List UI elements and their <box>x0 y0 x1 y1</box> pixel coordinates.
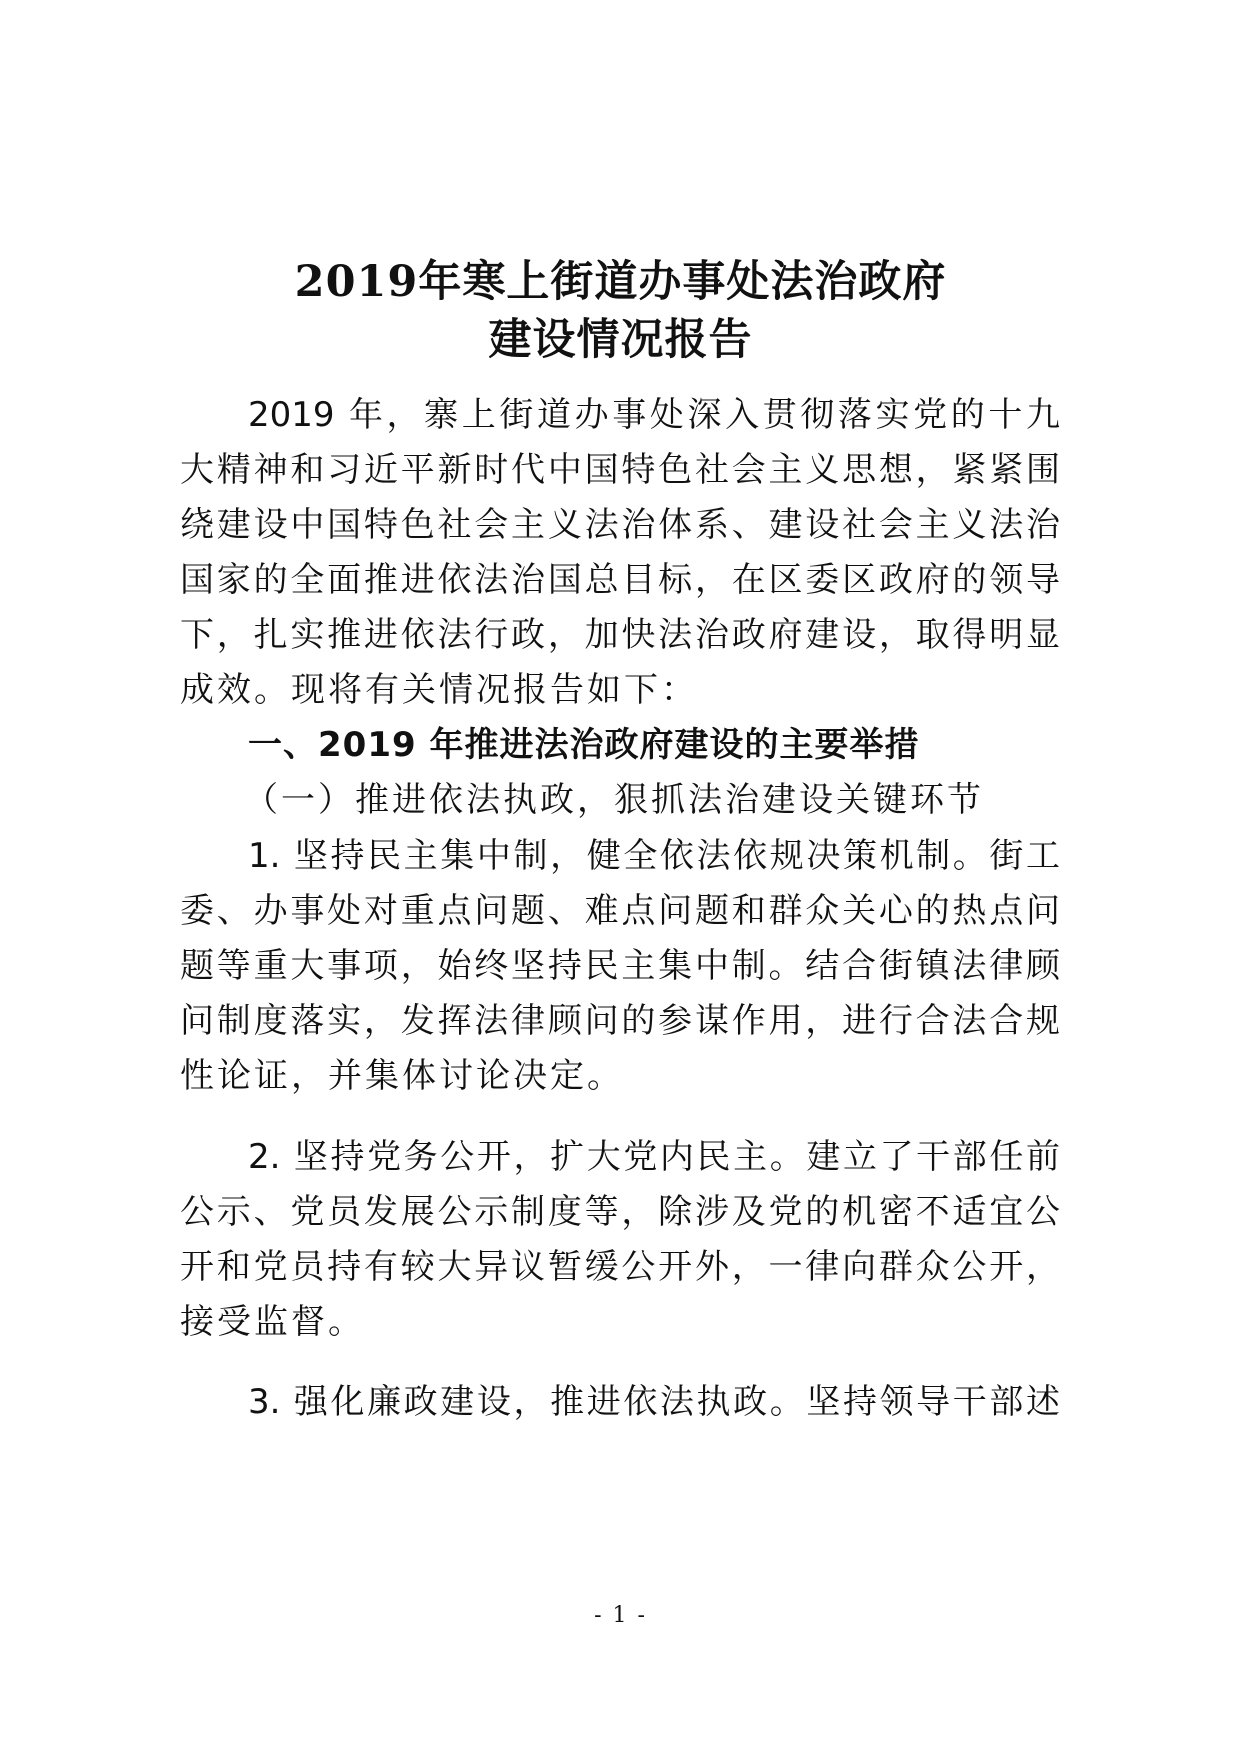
paragraph-intro-line: 大精神和习近平新时代中国特色社会主义思想，紧紧围 <box>180 450 1060 490</box>
paragraph-intro-line: 绕建设中国特色社会主义法治体系、建设社会主义法治 <box>180 505 1060 545</box>
document-title-line-2: 建设情况报告 <box>488 315 753 365</box>
paragraph-intro-line: 下，扎实推进依法行政，加快法治政府建设，取得明显 <box>180 615 1060 655</box>
document-title-line-1: 2019年寒上街道办事处法治政府 <box>294 257 947 307</box>
paragraph-item-1-line: 题等重大事项，始终坚持民主集中制。结合街镇法律顾 <box>180 946 1060 986</box>
paragraph-item-1-line: 性论证，并集体讨论决定。 <box>180 1056 624 1096</box>
paragraph-item-3-line: 3. 强化廉政建设，推进依法执政。坚持领导干部述 <box>248 1382 1060 1422</box>
paragraph-item-2-line: 开和党员持有较大异议暂缓公开外，一律向群众公开， <box>180 1247 1060 1287</box>
paragraph-item-2-line: 2. 坚持党务公开，扩大党内民主。建立了干部任前 <box>248 1137 1060 1177</box>
paragraph-intro-line: 国家的全面推进依法治国总目标，在区委区政府的领导 <box>180 560 1060 600</box>
subsection-heading: （一）推进依法执政，狠抓法治建设关键环节 <box>244 780 984 820</box>
paragraph-item-2-line: 接受监督。 <box>180 1302 365 1342</box>
paragraph-intro-line: 成效。现将有关情况报告如下： <box>180 670 698 710</box>
paragraph-item-2-line: 公示、党员发展公示制度等，除涉及党的机密不适宜公 <box>180 1192 1060 1232</box>
page-number: - 1 - <box>594 1603 647 1628</box>
section-heading: 一、2019 年推进法治政府建设的主要举措 <box>248 725 920 765</box>
paragraph-item-1-line: 委、办事处对重点问题、难点问题和群众关心的热点问 <box>180 891 1060 931</box>
paragraph-item-1-line: 1. 坚持民主集中制，健全依法依规决策机制。街工 <box>248 836 1060 876</box>
paragraph-item-1-line: 问制度落实，发挥法律顾问的参谋作用，进行合法合规 <box>180 1001 1060 1041</box>
paragraph-intro-line: 2019 年，寨上街道办事处深入贯彻落实党的十九 <box>248 395 1060 435</box>
